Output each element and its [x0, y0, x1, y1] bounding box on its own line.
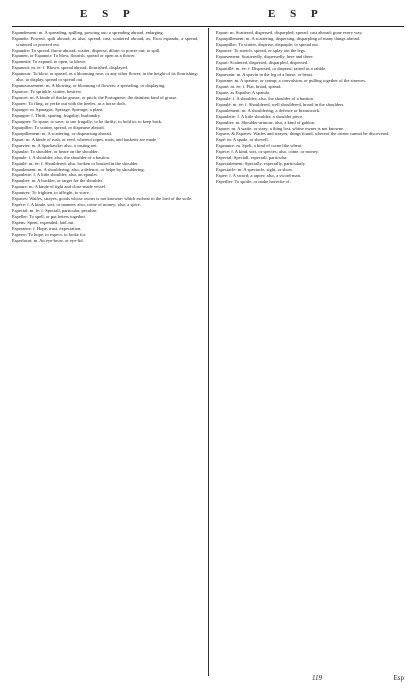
- dictionary-entry: Esperlucat: m. An eye-brow, or eye-lid.: [12, 238, 84, 244]
- dictionary-entry: Espeautre: m. Spelt, a kind of corne like wheat.: [216, 143, 303, 149]
- dictionary-entry: Esparpillement: m. A scattering, or dispearsing abroad.: [12, 130, 112, 136]
- dictionary-entry: Espaulette: f. A little shoulder; a shoulder piece.: [216, 113, 304, 119]
- dictionary-entry: Espandre: To spread, throw abroad; scatter, disperse, dilate; to powre out; to spill.: [12, 47, 161, 53]
- dictionary-entry: Espaneüir: To expand, to open, to blowe.: [12, 59, 87, 65]
- dictionary-entry: Espaular: To shoulder, or beare on the shoulder.: [12, 148, 99, 154]
- dictionary-entry: Espargne: f. Thrift, sparing, frugality, husbandry.: [12, 112, 101, 118]
- dictionary-entry: Esparsement: Scatteredly, dispersedly, here and there.: [216, 53, 314, 59]
- dictionary-entry: Espartillé: m. ée: f. Dispersed, or disperst; raised as a rabble.: [216, 65, 327, 71]
- dictionary-entry: Esparrer: To stretch, spread, or splay out the legs.: [216, 47, 306, 53]
- dictionary-entry: Espece: f. A kind, sort, or species; also, coine, or money.: [216, 149, 319, 155]
- page-footer: [12, 674, 404, 684]
- dictionary-entry: Esparvain: m. A spavin in the leg of a horse, or beast.: [216, 71, 313, 77]
- dictionary-entry: Espart: Scattered, dispersed, disparpled, dispersed.: [216, 59, 309, 65]
- header-right: E S P: [268, 8, 324, 20]
- dictionary-entry: Espart: m. Scattered, dispersed, disparpled; spread, cast abroad; gone every way.: [216, 30, 363, 35]
- dictionary-entry: Espaule: f. A shoulder; also, the shoulder of a bastion.: [12, 154, 110, 160]
- dictionary-entry: Especialement: Specially, especially, particularly.: [216, 161, 306, 167]
- dictionary-entry: Espandu: Powred, spilt abroad; as also, spread, cast, scattered abroad; as, Escu espandu, a spread, scattered or powred out.: [12, 35, 198, 47]
- dictionary-entry: Especial: m. le: f. Speciall, particular, peculiar.: [12, 208, 98, 214]
- dictionary-entry: Espaneir, or Espanoir: To blow, flourish, spread or open as a flower.: [12, 53, 136, 59]
- dictionary-entry: Espaulé: m. ée: f. Shouldered; also, broken or bruised in the shoulder.: [12, 160, 139, 166]
- dictionary-entry: Esparvier: m. A Sparhawke; also, a casting net.: [12, 142, 98, 148]
- dictionary-entry: Espaure: m. A kinde of tight and close-made vessel.: [12, 184, 107, 190]
- dictionary-entry: Espaule: f. A shoulder; also, the shoulder of a bastion.: [216, 95, 314, 101]
- dictionary-entry: Esparpillement: m. A scattering, dispersing, disparpling of many things abroad.: [216, 35, 361, 41]
- dictionary-entry: Espandement: m. A spreading, spilling, powring out; a spreading abroad, enlarging.: [12, 30, 164, 35]
- page-number: 119: [312, 674, 322, 682]
- dictionary-entry: Especial: Speciall, especiall, particular.: [216, 155, 288, 161]
- dictionary-entry: Espee: f. A sword; a rapier; also, a sword-man.: [216, 173, 301, 179]
- dictionary-entry: Esperance: f. Hope, trust, expectation.: [12, 226, 82, 232]
- dictionary-entry: Espasme: m. A spasme, or cramp; a convulsion, or pulling together of the sinewes.: [216, 77, 367, 83]
- right-column: [216, 30, 402, 676]
- dictionary-entry: Espaulette: f. A little shoulder; also, an epaulet.: [12, 172, 98, 178]
- dictionary-entry: Espaulier: m. Shoulder-armour; also, a kind of gabion.: [216, 119, 316, 125]
- running-header: [12, 8, 404, 24]
- dictionary-entry: Espanouir: To blow, or spread, as a blooming rose; or any other flower, in the height of its flourishing; also, to display, spread or spread out.: [12, 71, 198, 82]
- dictionary-entry: Esparcet: m. A kinde of thicke grasse, or pitch; the Portuguese; the daintiest kind of grasse.: [12, 94, 178, 100]
- dictionary-entry: Espaulement: m. A shouldering; a defence or breastwork.: [216, 107, 321, 113]
- dictionary-entry: Espé: m. A spade, or shovell.: [216, 137, 269, 143]
- dictionary-entry: Esperer: To hope, to expect, to looke for.: [12, 232, 87, 238]
- dictionary-entry: Espautrer: To frighten, to affright, to scare.: [12, 190, 90, 196]
- column-divider: [208, 28, 209, 676]
- dictionary-entry: Espargner: To spare; to save; to use frugally; to be thrifty; to hold in; to keep back.: [12, 118, 163, 124]
- dictionary-entry: Esparpiller: To scatter, disperse, disparple; to spread out.: [216, 41, 319, 47]
- dictionary-entry: Espeller: To spell, or put letters together.: [12, 214, 86, 220]
- dictionary-entry: Espaulé: m. ée: f. Shouldered, well shouldered, broad in the shoulders.: [216, 101, 345, 107]
- catchword: Esp: [393, 674, 404, 682]
- dictionary-entry: Espart: m. A kinde of rush, or reed, whereof ropes, mats, and basketts are made.: [12, 136, 158, 142]
- dictionary-entry: Espaulier: m. A buckler, or target for the shoulder.: [12, 178, 104, 184]
- dictionary-entry: Espaulement: m. A shouldering; also, a defence, or helpe by shouldering.: [12, 166, 145, 172]
- dictionary-entry: Espanouissement: m. A blowing, or blooming of flowers; a spreading, or displaying.: [12, 82, 166, 88]
- dictionary-entry: Espeiller: To spoile, or make havocke of.: [216, 179, 291, 185]
- dictionary-entry: Esparpiller: To scatter, spread, or dispearse abroad.: [12, 124, 105, 130]
- dictionary-entry: Esparget: m. Sparagus, Sperage, Spirrage; a plant.: [12, 106, 104, 112]
- header-left: E S P: [80, 8, 136, 20]
- dictionary-entry: Espanouï: m. ie: f. Blown, spread abroad, flourished, displayed.: [12, 65, 128, 71]
- dictionary-entry: Espectacle: m. A spectacle, sight, or show.: [216, 167, 293, 173]
- dictionary-entry: Esparer: To fling, or yerke out with the heeles, as a horse doth.: [12, 100, 126, 106]
- dictionary-entry: Espaté: m. ée: f. Flat, broad, spread.: [216, 83, 282, 89]
- left-column: [12, 30, 198, 676]
- dictionary-entry: Espave, & Espaves: Waifes and strayes; things found, whereof the owner cannot be discovered.: [216, 131, 390, 137]
- dictionary-entry: Espéce: f. A kinde, sort, or manner; also, coine of money; also, a spice.: [12, 202, 141, 208]
- dictionary-entry: Espate, as Espathe: A spatula.: [216, 89, 271, 95]
- dictionary-entry: Espens: Spent, expended, laid out.: [12, 220, 75, 226]
- header-rule: [12, 26, 404, 27]
- dictionary-entry: Esparcer: To sprinkle, scatter, bestrew.: [12, 88, 82, 94]
- dictionary-entry: Espave: m. A waife, or stray; a thing lost, whose owner is not knowne.: [216, 125, 345, 131]
- dictionary-page: [12, 6, 404, 686]
- dictionary-entry: Espaves: Waifes, strayes; goods whose owner is not knowne; which escheat to the lord of the soile.: [12, 196, 193, 202]
